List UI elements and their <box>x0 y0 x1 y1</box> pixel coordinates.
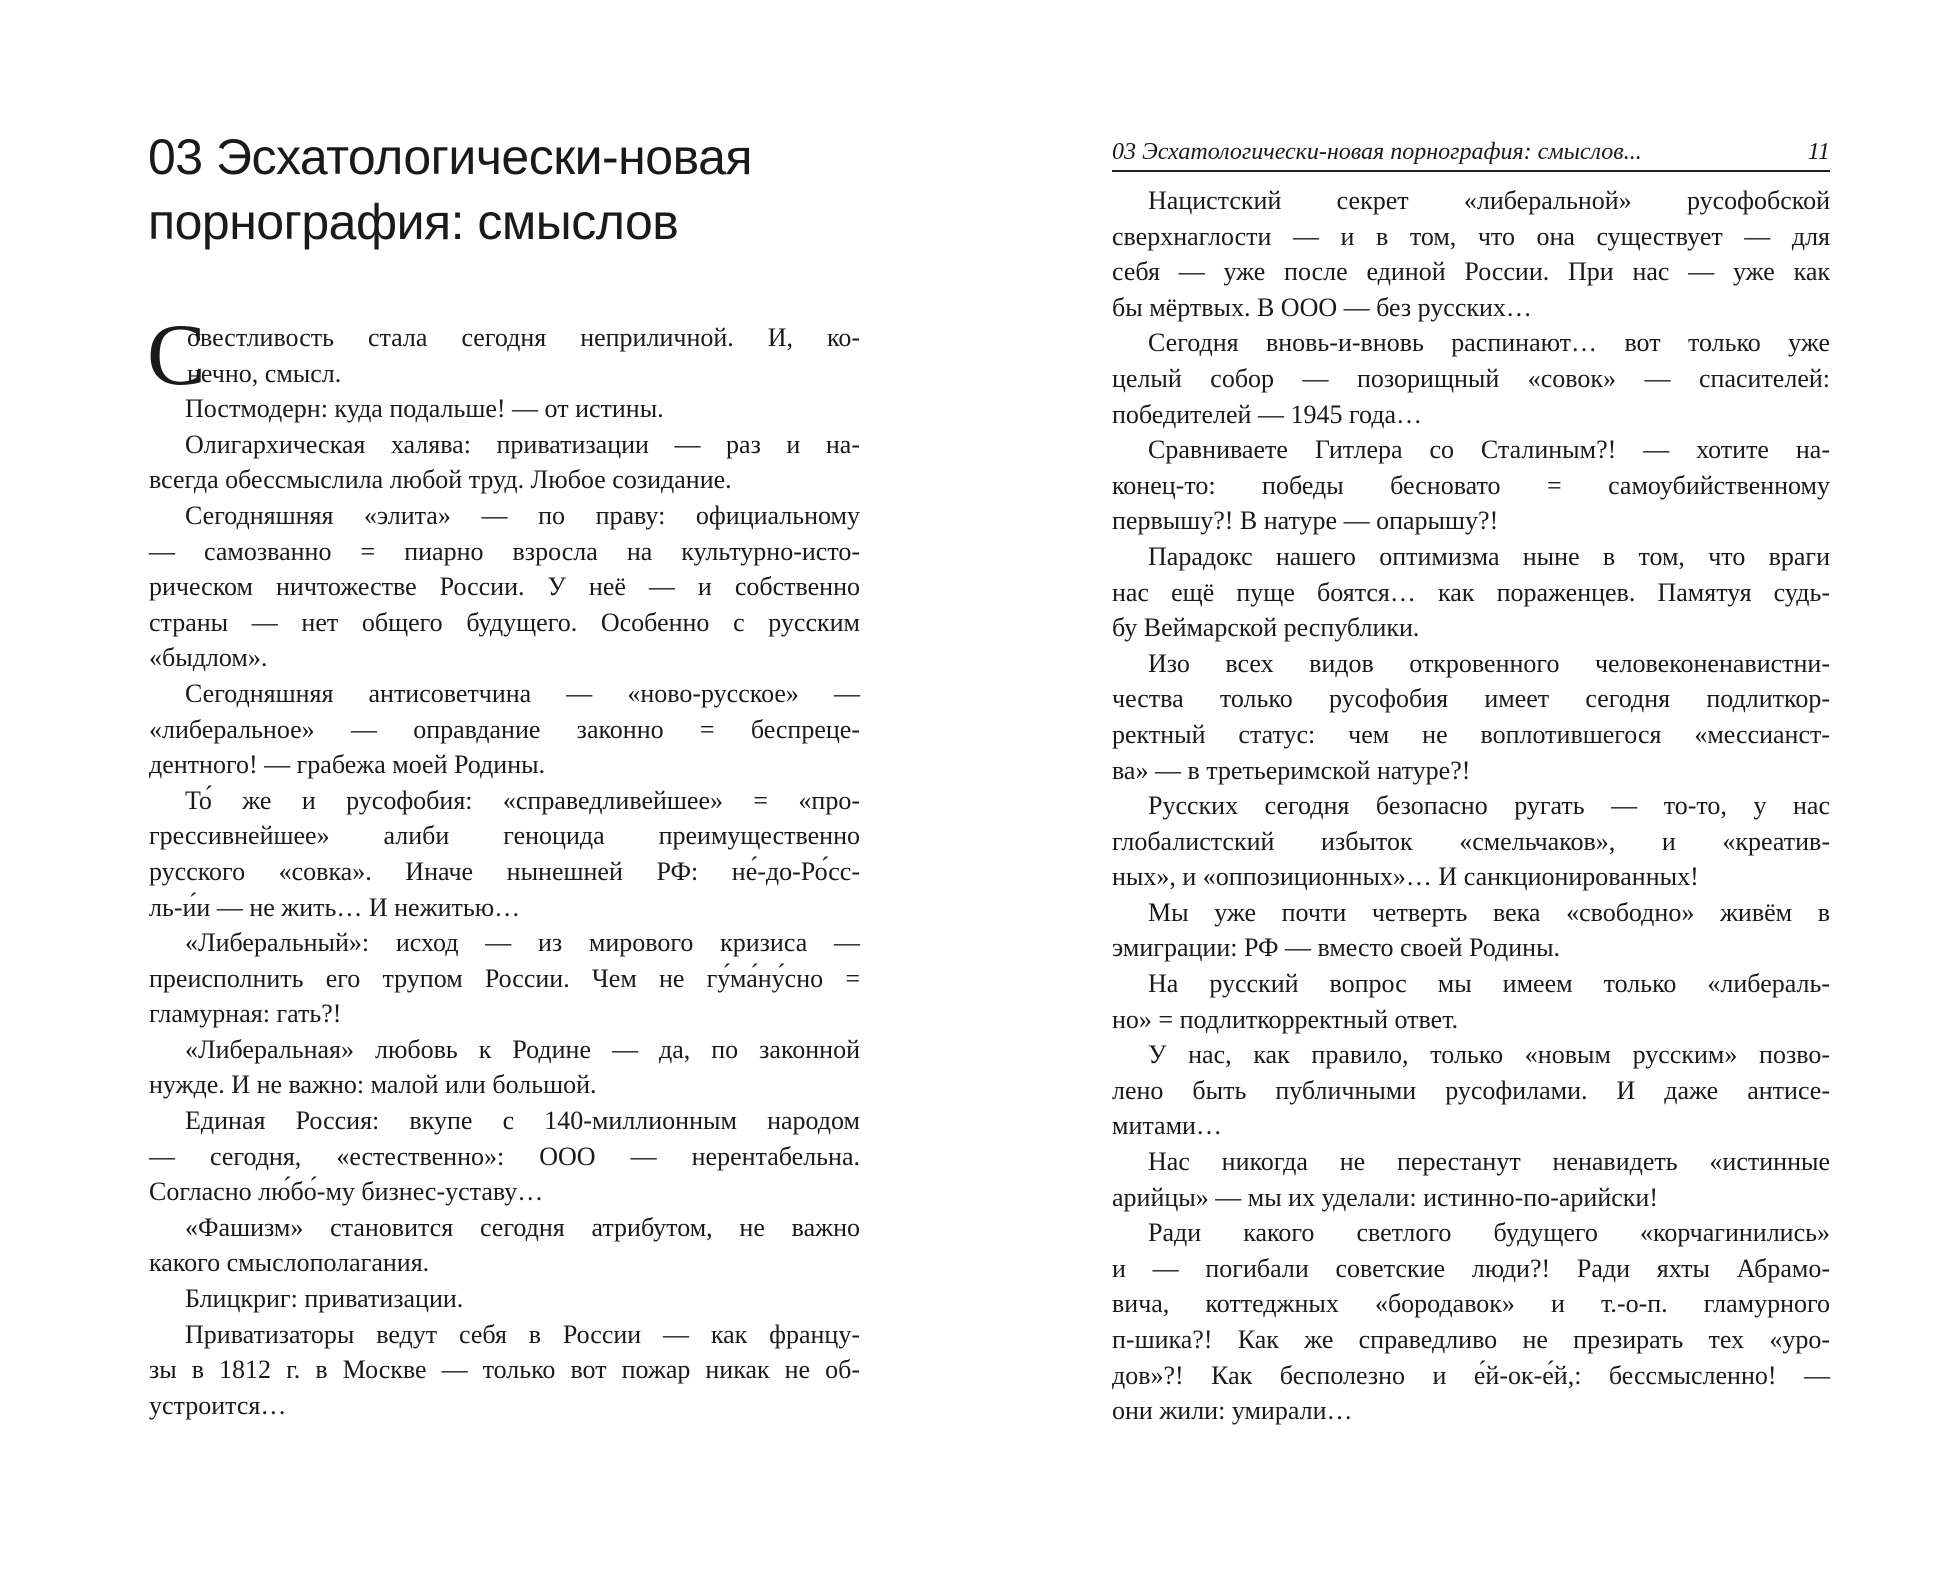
text-line: Нацистский секрет «либеральной» русофобской <box>1148 186 1830 215</box>
text-line: «либеральное» — оправдание законно = беспреце- <box>149 714 860 744</box>
page-number: 11 <box>1807 139 1830 165</box>
text-line: нечно, смысл. <box>187 358 342 388</box>
text-line: Русских сегодня безопасно ругать — то-то, у нас <box>1148 791 1830 821</box>
text-line: — сегодня, «естественно»: ООО — нерентабельна. <box>149 1141 860 1171</box>
text-line: целый собор — позорищный «совок» — спасителей: <box>1112 363 1830 393</box>
text-line: Изо всех видов откровенного человеконенавистни- <box>1148 648 1830 678</box>
running-head-title: 03 Эсхатологически-новая порнография: смыслов... <box>1112 139 1642 165</box>
text-line: ректный статус: чем не воплотившегося «мессианст- <box>1112 719 1830 749</box>
text-line: Согласно лю́бо́-му бизнес-уставу… <box>149 1177 544 1207</box>
text-line: п-шика?! Как же справедливо не презирать тех «уро- <box>1112 1325 1830 1354</box>
text-line: рическом ничтожестве России. У неё — и собственно <box>149 572 860 602</box>
text-line: дентного! — грабежа моей Родины. <box>149 750 546 780</box>
chapter-title <box>148 125 848 255</box>
text-line: Нас никогда не перестанут ненавидеть «истинные <box>1148 1147 1830 1177</box>
text-line: ных», и «оппозиционных»… И санкционированных! <box>1112 862 1699 892</box>
text-line: арийцы» — мы их уделали: истинно-по-арийски! <box>1112 1182 1658 1212</box>
text-line: «быдлом». <box>149 643 268 673</box>
chapter-title-line-1: 03 Эсхатологически-новая <box>148 129 752 185</box>
text-line: «Фашизм» становится сегодня атрибутом, не важно <box>185 1212 860 1242</box>
text-line: У нас, как правило, только «новым русским» позво- <box>1148 1040 1830 1070</box>
text-line: нужде. И не важно: малой или большой. <box>149 1070 597 1100</box>
text-line: Ради какого светлого будущего «корчагинились» <box>1148 1218 1830 1248</box>
text-line: устроится… <box>149 1390 287 1420</box>
text-line: дов»?! Как бесполезно и е́й-ок-е́й,: бессмысленно! — <box>1112 1360 1830 1390</box>
text-line: — самозванно = пиарно взросла на культурно-исто- <box>149 536 860 566</box>
text-line: первышу?! В натуре — опарышу?! <box>1112 506 1499 536</box>
text-line: ва» — в третьеримской натуре?! <box>1112 755 1471 785</box>
text-line: победителей — 1945 года… <box>1112 399 1423 429</box>
text-line: русского «совка». Иначе нынешней РФ: не́-до-Ро́сс- <box>149 856 860 886</box>
text-line: они жили: умирали… <box>1112 1396 1353 1426</box>
text-line: Олигархическая халява: приватизации — раз и на- <box>185 429 860 459</box>
text-line: «Либеральная» любовь к Родине — да, по законной <box>185 1034 860 1064</box>
text-line: Парадокс нашего оптимизма ныне в том, что враги <box>1148 541 1830 571</box>
text-line: Единая Россия: вкупе с 140-миллионным народом <box>185 1106 860 1136</box>
text-line: На русский вопрос мы имеем только «либераль- <box>1148 969 1830 999</box>
text-line: нас ещё пуще боятся… как пораженцев. Памятуя судь- <box>1112 577 1830 607</box>
left-page-body-text <box>147 307 860 1423</box>
text-line: зы в 1812 г. в Москве — только вот пожар никак не об- <box>149 1355 860 1385</box>
text-line: Приватизаторы ведут себя в России — как францу- <box>185 1319 860 1349</box>
chapter-title-line-2: порнография: смыслов <box>148 194 679 250</box>
text-line: но» = подлиткорректный ответ. <box>1112 1004 1459 1034</box>
text-line: митами… <box>1112 1111 1222 1141</box>
text-line: «Либеральный»: исход — из мирового кризиса — <box>185 928 860 958</box>
running-head <box>1112 138 1830 172</box>
text-line: овестливость стала сегодня неприличной. И, ко- <box>187 323 860 352</box>
text-line: Сравниваете Гитлера со Сталиным?! — хотите на- <box>1148 435 1830 465</box>
text-line: всегда обессмыслила любой труд. Любое созидание. <box>149 465 732 495</box>
text-line: Сегодня вновь-и-вновь распинают… вот только уже <box>1148 328 1830 358</box>
text-line: гламурная: гать?! <box>149 999 342 1029</box>
text-line: бы мёртвых. В ООО — без русских… <box>1112 292 1532 322</box>
text-line: вича, коттеджных «бородавок» и т.-о-п. гламурного <box>1112 1289 1830 1319</box>
text-line: лено быть публичными русофилами. И даже антисе- <box>1112 1075 1830 1105</box>
text-line: грессивнейшее» алиби геноцида преимущественно <box>149 821 860 851</box>
text-line: Сегодняшняя антисоветчина — «ново-русское» — <box>185 678 860 708</box>
text-line: Сегодняшняя «элита» — по праву: официальному <box>185 500 860 530</box>
text-line: ль-и́и — не жить… И нежитью… <box>149 892 521 922</box>
text-line: чества только русофобия имеет сегодня подлиткор- <box>1112 684 1830 714</box>
text-line: То́ же и русофобия: «справедливейшее» = «про- <box>185 785 860 815</box>
text-line: сверхнаглости — и в том, что она существует — для <box>1112 221 1830 251</box>
text-line: эмиграции: РФ — вместо своей Родины. <box>1112 933 1561 963</box>
text-line: преисполнить его трупом России. Чем не гу́ма́ну́сно = <box>149 963 860 993</box>
text-line: какого смыслополагания. <box>149 1248 430 1278</box>
text-line: бу Веймарской республики. <box>1112 613 1420 643</box>
right-page-body-text <box>1112 183 1830 1429</box>
text-line: Постмодерн: куда подальше! — от истины. <box>185 394 664 424</box>
text-line: Мы уже почти четверть века «свободно» живём в <box>1148 897 1830 927</box>
text-line: глобалистский избыток «смельчаков», и «креатив- <box>1112 826 1830 856</box>
text-line: конец-то: победы бесновато = самоубийственному <box>1112 470 1830 500</box>
text-line: себя — уже после единой России. При нас — уже как <box>1112 257 1830 287</box>
text-line: страны — нет общего будущего. Особенно с русским <box>149 607 860 637</box>
text-line: Блицкриг: приватизации. <box>185 1284 464 1314</box>
drop-cap: С <box>147 307 206 404</box>
text-line: и — погибали советские люди?! Ради яхты Абрамо- <box>1112 1253 1830 1283</box>
